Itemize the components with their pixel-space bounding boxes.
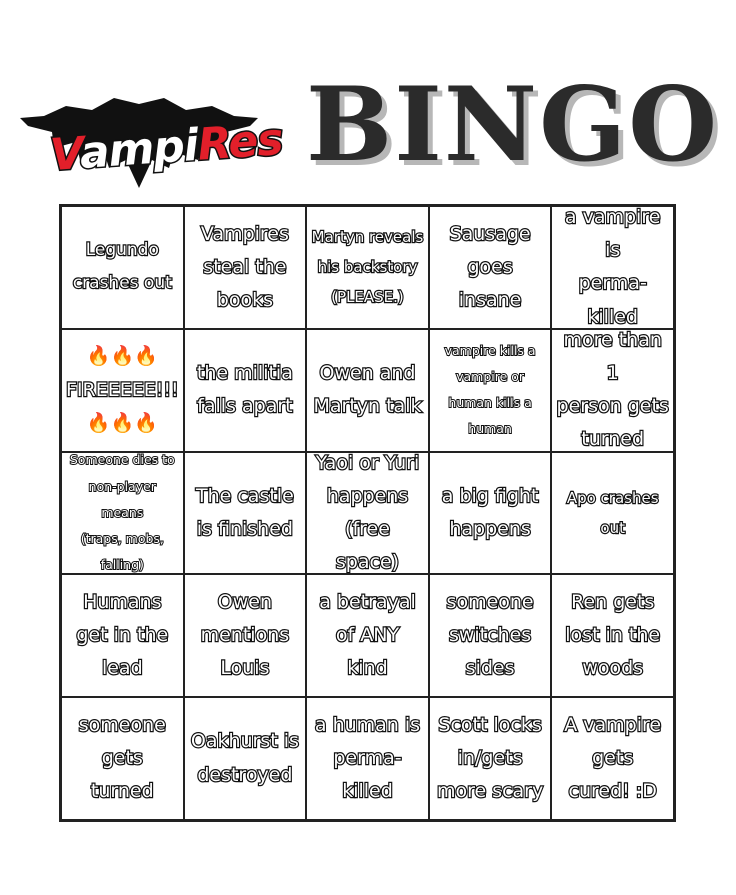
bingo-cell[interactable] [184, 206, 307, 329]
bingo-cell-text: Humans get in the lead [76, 590, 169, 680]
vampires-logo [14, 56, 284, 196]
bingo-cell[interactable] [184, 697, 307, 820]
bingo-cell[interactable] [184, 329, 307, 452]
bingo-cell-text: Oakhurst is destroyed [190, 730, 299, 786]
bingo-cell[interactable] [61, 574, 184, 697]
bingo-cell[interactable] [184, 574, 307, 697]
bingo-cell[interactable] [551, 329, 674, 452]
bingo-cell[interactable] [429, 574, 552, 697]
bingo-cell-text: Owen mentions Louis [200, 590, 290, 680]
bingo-cell-text: A vampire gets cured! :D [564, 713, 662, 803]
logo-letters-res: Res [195, 113, 284, 171]
bingo-cell[interactable] [551, 452, 674, 575]
bingo-cell-text: Owen and Martyn talk [313, 361, 422, 418]
bingo-cell-text: The castle is finished [195, 484, 294, 540]
bingo-cell-text: Yaoi or Yuri happens (free space) [315, 451, 420, 574]
bingo-cell[interactable] [551, 574, 674, 697]
bingo-cell[interactable] [551, 206, 674, 329]
bingo-cell[interactable] [429, 452, 552, 575]
bingo-cell-text: Sausage goes insane [449, 222, 531, 312]
bingo-cell[interactable] [306, 697, 429, 820]
bingo-cell-text: Scott locks in/gets more scary [436, 713, 544, 803]
bingo-cell-text: Vampires steal the books [200, 222, 289, 312]
bingo-cell-text: 🔥🔥🔥 FIREEEEE!!! 🔥🔥🔥 [66, 345, 179, 434]
bingo-cell[interactable] [306, 329, 429, 452]
bingo-cell[interactable] [429, 206, 552, 329]
bingo-cell-text: Legundo crashes out [72, 240, 172, 294]
bingo-cell[interactable] [429, 697, 552, 820]
bingo-cell[interactable] [61, 452, 184, 575]
bingo-cell-text: someone gets turned [78, 713, 166, 803]
bingo-cell-text: someone switches sides [446, 590, 534, 680]
bingo-cell[interactable] [61, 206, 184, 329]
bingo-cell[interactable] [429, 329, 552, 452]
bingo-cell-text: more than 1 person gets turned [556, 328, 669, 451]
bingo-cell[interactable] [306, 452, 429, 575]
bingo-cell-text: a human is perma-killed [314, 713, 421, 803]
bingo-cell-text: vampire kills a vampire or human kills a human [444, 342, 536, 437]
bingo-cell[interactable] [61, 697, 184, 820]
bingo-cell-text: a vampire is perma-killed [564, 206, 661, 328]
bingo-title: BINGO [306, 65, 720, 185]
bingo-cell[interactable] [61, 329, 184, 452]
bingo-grid [59, 204, 676, 822]
bingo-cell[interactable] [306, 206, 429, 329]
bingo-cell[interactable] [184, 452, 307, 575]
bingo-cell-text: a big fight happens [441, 484, 539, 540]
logo-letters-ampi: ampi [78, 119, 200, 179]
bingo-cell-text: a betrayal of ANY kind [319, 590, 416, 680]
bingo-cell-text: Apo crashes out [566, 488, 659, 537]
bingo-cell[interactable] [306, 574, 429, 697]
bingo-cell[interactable] [551, 697, 674, 820]
bingo-cell-text: Martyn reveals his backstory (PLEASE.) [311, 228, 424, 307]
bingo-cell-text: the militia falls apart [196, 361, 293, 418]
bingo-cell-text: Ren gets lost in the woods [565, 590, 661, 680]
logo-letter-v: V [48, 128, 82, 182]
bingo-cell-text: Someone dies to non-player means (traps, mobs, falling) [69, 452, 175, 573]
